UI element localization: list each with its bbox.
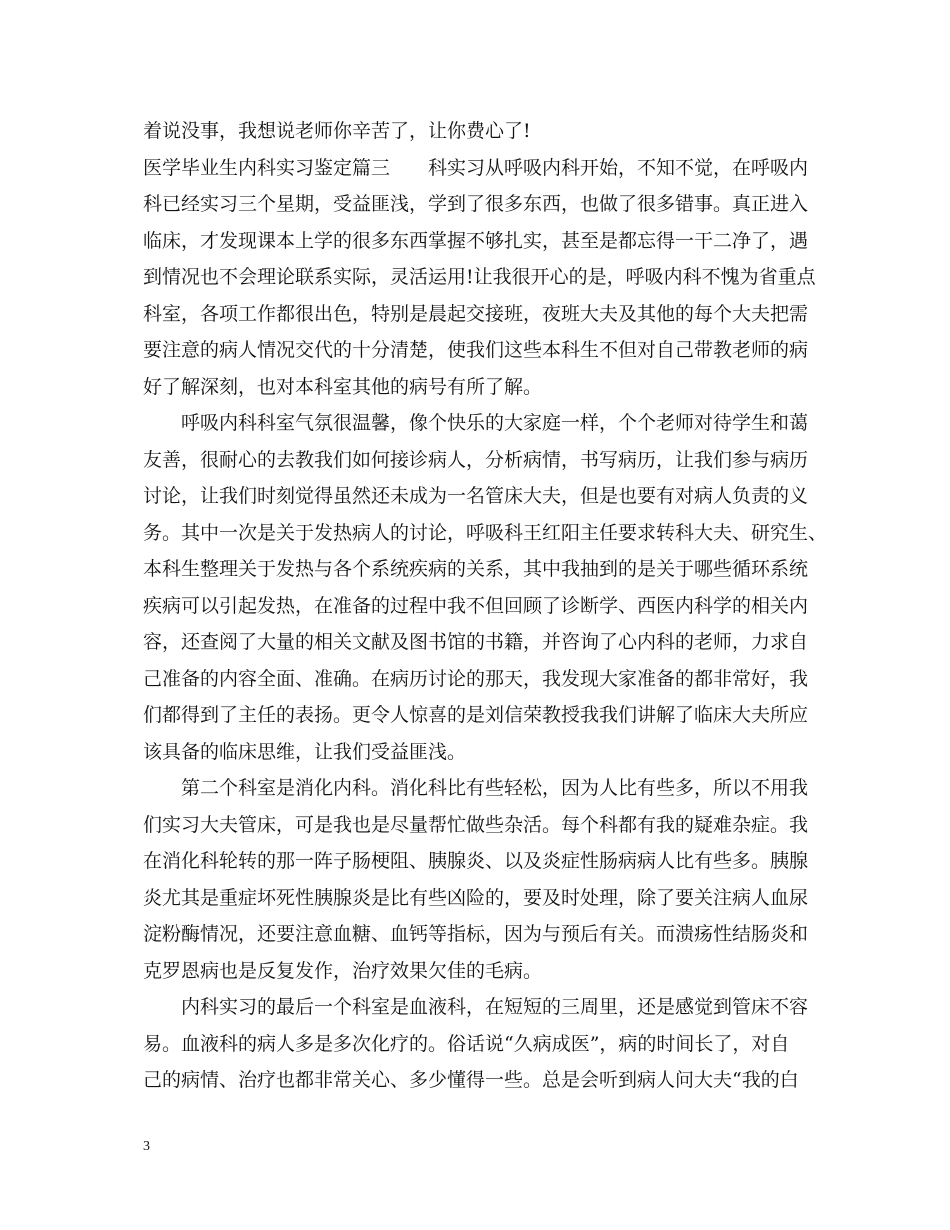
text-line: 内科实习的最后一个科室是血液科，在短短的三周里，还是感觉到管床不容 xyxy=(181,996,809,1018)
text-line: 克罗恩病也是反复发作，治疗效果欠佳的毛病。 xyxy=(143,959,543,982)
text-line: 第二个科室是消化内科。消化科比有些轻松，因为人比有些多，所以不用我 xyxy=(181,777,809,799)
text-line: 医学毕业生内科实习鉴定篇三 科实习从呼吸内科开始，不知不觉，在呼吸内 xyxy=(143,156,809,179)
text-line: 好了解深刻，也对本科室其他的病号有所了解。 xyxy=(143,375,543,398)
text-line: 该具备的临床思维，让我们受益匪浅。 xyxy=(143,740,467,763)
text-line: 疾病可以引起发热，在准备的过程中我不但回顾了诊断学、西医内科学的相关内 xyxy=(143,594,809,617)
text-line: 呼吸内科科室气氛很温馨，像个快乐的大家庭一样，个个老师对待学生和蔼 xyxy=(181,412,809,434)
body-text xyxy=(143,113,828,1099)
text-line: 炎尤其是重症坏死性胰腺炎是比有些凶险的，要及时处理，除了要关注病人血尿 xyxy=(143,886,809,909)
text-line: 己准备的内容全面、准确。在病历讨论的那天，我发现大家准备的都非常好，我 xyxy=(143,667,809,690)
text-line: 易。血液科的病人多是多次化疗的。俗话说“久病成医”，病的时间长了，对自 xyxy=(143,1032,790,1055)
text-line: 务。其中一次是关于发热病人的讨论，呼吸科王红阳主任要求转科大夫、研究生、 xyxy=(143,521,828,544)
text-line: 容，还查阅了大量的相关文献及图书馆的书籍，并咨询了心内科的老师，力求自 xyxy=(143,631,809,653)
text-line: 科已经实习三个星期，受益匪浅，学到了很多东西，也做了很多错事。真正进入 xyxy=(143,193,809,215)
page-number: 3 xyxy=(143,1139,150,1154)
text-line: 到情况也不会理论联系实际，灵活运用!让我很开心的是，呼吸内科不愧为省重点 xyxy=(143,266,816,288)
text-line: 要注意的病人情况交代的十分清楚，使我们这些本科生不但对自己带教老师的病 xyxy=(143,339,809,361)
text-line: 着说没事，我想说老师你辛苦了，让你费心了! xyxy=(143,120,531,142)
text-line: 们都得到了主任的表扬。更令人惊喜的是刘信荣教授我我们讲解了临床大夫所应 xyxy=(143,704,809,726)
text-line: 在消化科轮转的那一阵子肠梗阻、胰腺炎、以及炎症性肠病病人比有些多。胰腺 xyxy=(143,850,809,872)
text-line: 们实习大夫管床，可是我也是尽量帮忙做些杂活。每个科都有我的疑难杂症。我 xyxy=(143,813,809,836)
text-line: 科室，各项工作都很出色，特别是晨起交接班，夜班大夫及其他的每个大夫把需 xyxy=(143,302,809,325)
text-line: 临床，才发现课本上学的很多东西掌握不够扎实，甚至是都忘得一干二净了，遇 xyxy=(143,229,809,252)
text-line: 己的病情、治疗也都非常关心、多少懂得一些。总是会听到病人问大夫“我的白 xyxy=(143,1069,799,1091)
text-line: 讨论，让我们时刻觉得虽然还未成为一名管床大夫，但是也要有对病人负责的义 xyxy=(143,485,809,507)
text-line: 淀粉酶情况，还要注意血糖、血钙等指标，因为与预后有关。而溃疡性结肠炎和 xyxy=(143,923,809,945)
text-line: 本科生整理关于发热与各个系统疾病的关系，其中我抽到的是关于哪些循环系统 xyxy=(143,558,809,580)
text-line: 友善，很耐心的去教我们如何接诊病人，分析病情，书写病历，让我们参与病历 xyxy=(143,448,809,471)
